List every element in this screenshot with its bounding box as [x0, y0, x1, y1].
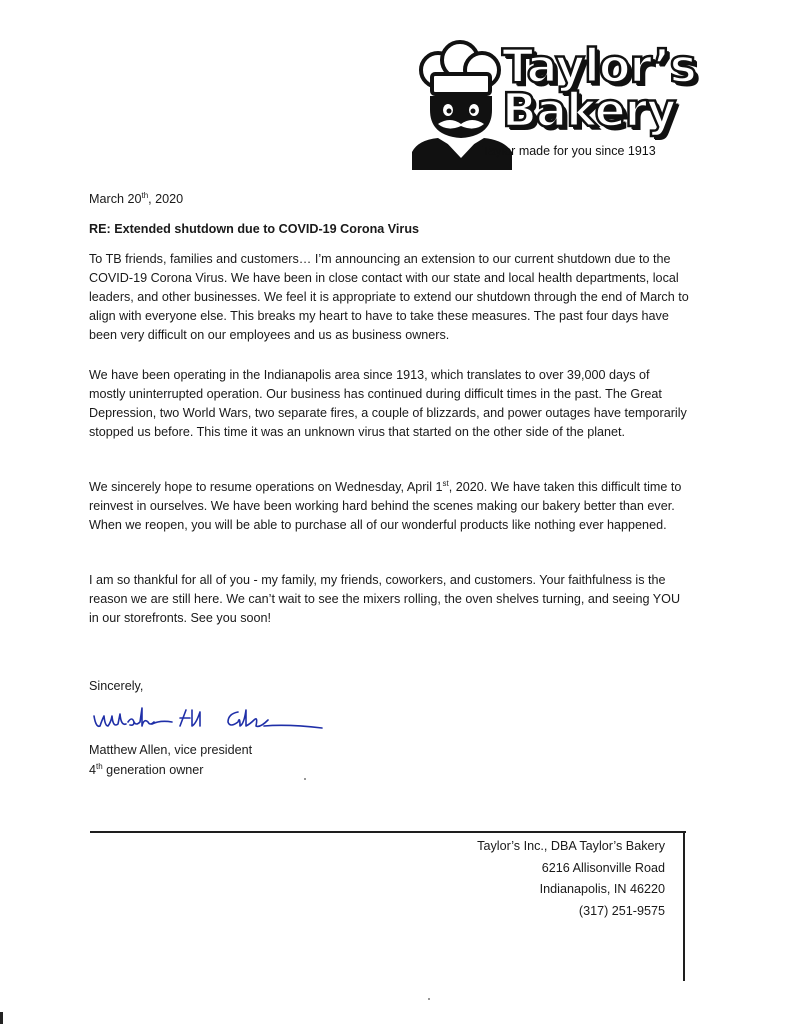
- body-paragraph-4: I am so thankful for all of you - my family, my friends, coworkers, and customers. Your faithfulness is the reason we are still here. We can’t wait to see the mixers rolling, the oven shelves turning, and seeing YOU in our storefronts. See you soon!: [89, 573, 681, 625]
- footer-vertical-divider: [683, 831, 685, 981]
- handwritten-signature: [88, 702, 328, 742]
- scan-speck: [304, 778, 306, 780]
- paragraph-3-part-b: , 2020. We have taken this difficult time to reinvest in ourselves. We have been working hard behind the scenes making our bakery better than ever. When we reopen, you will be able to purchase all of our wonderful products like nothing ever happened.: [89, 480, 682, 532]
- generation-ordinal: th: [96, 761, 103, 771]
- scan-speck: [428, 998, 430, 1000]
- logo-name-line2: Bakery: [502, 83, 676, 137]
- date-prefix: March 20: [89, 192, 142, 206]
- signer-generation: [89, 761, 689, 780]
- address-city: Indianapolis, IN 46220: [539, 882, 665, 896]
- body-paragraph-3: [89, 478, 689, 535]
- taylors-bakery-logo: [408, 39, 696, 170]
- footer-address: [477, 836, 665, 922]
- date-ordinal: th: [141, 190, 149, 200]
- letter-date: [89, 190, 689, 209]
- body-paragraph-2: We have been operating in the Indianapolis area since 1913, which translates to over 39,000 days of mostly uninterrupted operation. Our business has continued during difficult times in the past. The Great Depression, two World Wars, two separate fires, a couple of blizzards, and power outages have temporarily stopped us before. This time it was an unknown virus that started on the other side of the planet.: [89, 368, 687, 439]
- signer-name: Matthew Allen, vice president: [89, 743, 253, 757]
- generation-text: generation owner: [102, 763, 204, 777]
- body-paragraph-1: To TB friends, families and customers… I’m announcing an extension to our current shutdown due to the COVID-19 Corona Virus. We have been in close contact with our state and local health departments, local leaders, and other businesses. We feel it is appropriate to extend our shutdown through the end of March to align with everyone else. This breaks my heart to have to take these measures. The past four days have been very difficult on our employees and us as business owners.: [89, 252, 689, 342]
- footer-divider: [90, 831, 686, 833]
- letter-subject: RE: Extended shutdown due to COVID-19 Corona Virus: [89, 222, 420, 236]
- scan-edge-mark: [0, 1012, 3, 1024]
- address-company: Taylor’s Inc., DBA Taylor’s Bakery: [477, 839, 665, 853]
- date-suffix: , 2020: [148, 192, 184, 206]
- paragraph-3-part-a: We sincerely hope to resume operations on Wednesday, April 1: [89, 480, 443, 494]
- generation-number: 4: [89, 763, 97, 777]
- address-street: 6216 Allisonville Road: [541, 860, 665, 875]
- letter-closing: Sincerely,: [89, 679, 144, 693]
- logo-wordmark: [502, 39, 696, 137]
- paragraph-3-ordinal: st: [442, 478, 449, 488]
- logo-name-line1: Taylor’s: [502, 39, 696, 93]
- address-phone: (317) 251-9575: [578, 903, 665, 918]
- logo-tagline: Taylor made for you since 1913: [482, 144, 656, 158]
